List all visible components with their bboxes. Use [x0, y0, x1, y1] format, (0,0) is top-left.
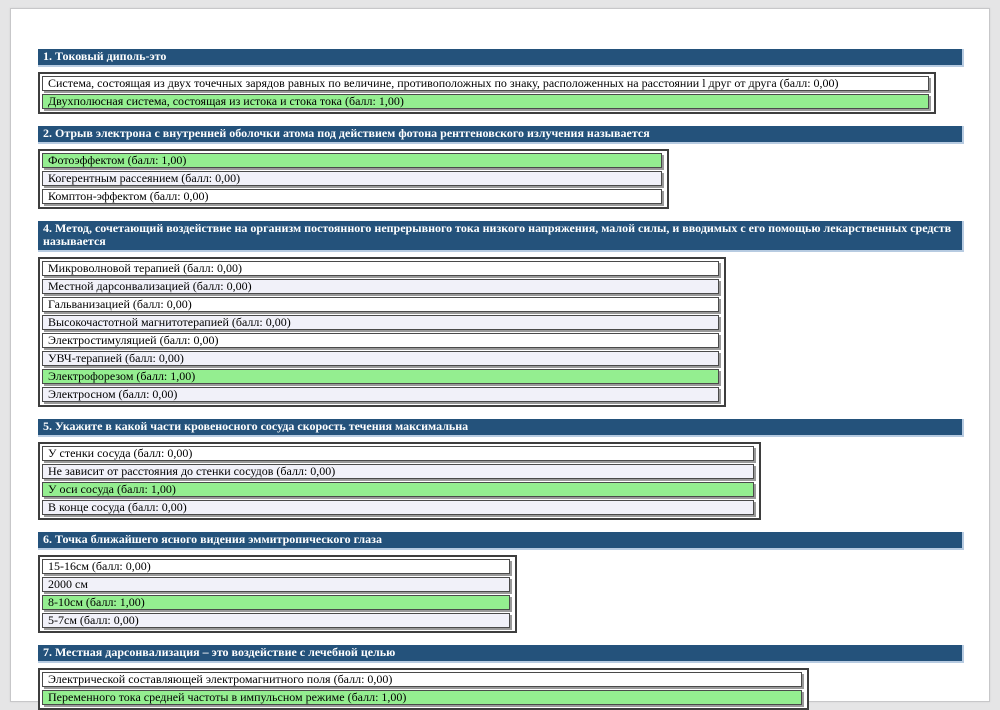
- question-7: [38, 645, 962, 710]
- answer-option: Комптон-эффектом (балл: 0,00): [42, 189, 662, 204]
- question-6: [38, 532, 962, 633]
- results-page-card: [10, 8, 990, 702]
- question-7-answers: [38, 668, 809, 710]
- questions-list: [11, 9, 989, 710]
- answer-option: Электростимуляцией (балл: 0,00): [42, 333, 719, 348]
- question-7-header: 7. Местная дарсонвализация – это воздействие с лечебной целью: [38, 645, 964, 663]
- question-5: [38, 419, 962, 520]
- answer-option-correct: Двухполюсная система, состоящая из истока и стока тока (балл: 1,00): [42, 94, 929, 109]
- answer-option: Высокочастотной магнитотерапией (балл: 0,00): [42, 315, 719, 330]
- question-1-answers: [38, 72, 936, 114]
- question-6-header: 6. Точка ближайшего ясного видения эммитропического глаза: [38, 532, 964, 550]
- answer-option: Система, состоящая из двух точечных зарядов равных по величине, противоположных по знаку, расположенных на расстоянии l друг от друга (балл: 0,00): [42, 76, 929, 91]
- question-5-answers: [38, 442, 761, 520]
- question-2-header: 2. Отрыв электрона с внутренней оболочки атома под действием фотона рентгеновского излучения называется: [38, 126, 964, 144]
- question-1-header: 1. Токовый диполь-это: [38, 49, 964, 67]
- question-4: [38, 221, 962, 407]
- answer-option: Не зависит от расстояния до стенки сосудов (балл: 0,00): [42, 464, 754, 479]
- question-5-header: 5. Укажите в какой части кровеносного сосуда скорость течения максимальна: [38, 419, 964, 437]
- question-4-header: 4. Метод, сочетающий воздействие на организм постоянного непрерывного тока низкого напряжения, малой силы, и вводимых с его помощью лекарственных средств называется: [38, 221, 964, 252]
- answer-option: Местной дарсонвализацией (балл: 0,00): [42, 279, 719, 294]
- answer-option-correct: У оси сосуда (балл: 1,00): [42, 482, 754, 497]
- question-1: [38, 49, 962, 114]
- answer-option: Электрической составляющей электромагнитного поля (балл: 0,00): [42, 672, 802, 687]
- answer-option: 2000 см: [42, 577, 510, 592]
- answer-option: В конце сосуда (балл: 0,00): [42, 500, 754, 515]
- answer-option-correct: Электрофорезом (балл: 1,00): [42, 369, 719, 384]
- answer-option: Гальванизацией (балл: 0,00): [42, 297, 719, 312]
- answer-option: Микроволновой терапией (балл: 0,00): [42, 261, 719, 276]
- answer-option-correct: 8-10см (балл: 1,00): [42, 595, 510, 610]
- question-2-answers: [38, 149, 669, 209]
- answer-option-correct: Фотоэффектом (балл: 1,00): [42, 153, 662, 168]
- answer-option: У стенки сосуда (балл: 0,00): [42, 446, 754, 461]
- answer-option: Электросном (балл: 0,00): [42, 387, 719, 402]
- answer-option: 15-16см (балл: 0,00): [42, 559, 510, 574]
- answer-option: 5-7см (балл: 0,00): [42, 613, 510, 628]
- question-2: [38, 126, 962, 209]
- answer-option-correct: Переменного тока средней частоты в импульсном режиме (балл: 1,00): [42, 690, 802, 705]
- question-6-answers: [38, 555, 517, 633]
- answer-option: Когерентным рассеянием (балл: 0,00): [42, 171, 662, 186]
- question-4-answers: [38, 257, 726, 407]
- answer-option: УВЧ-терапией (балл: 0,00): [42, 351, 719, 366]
